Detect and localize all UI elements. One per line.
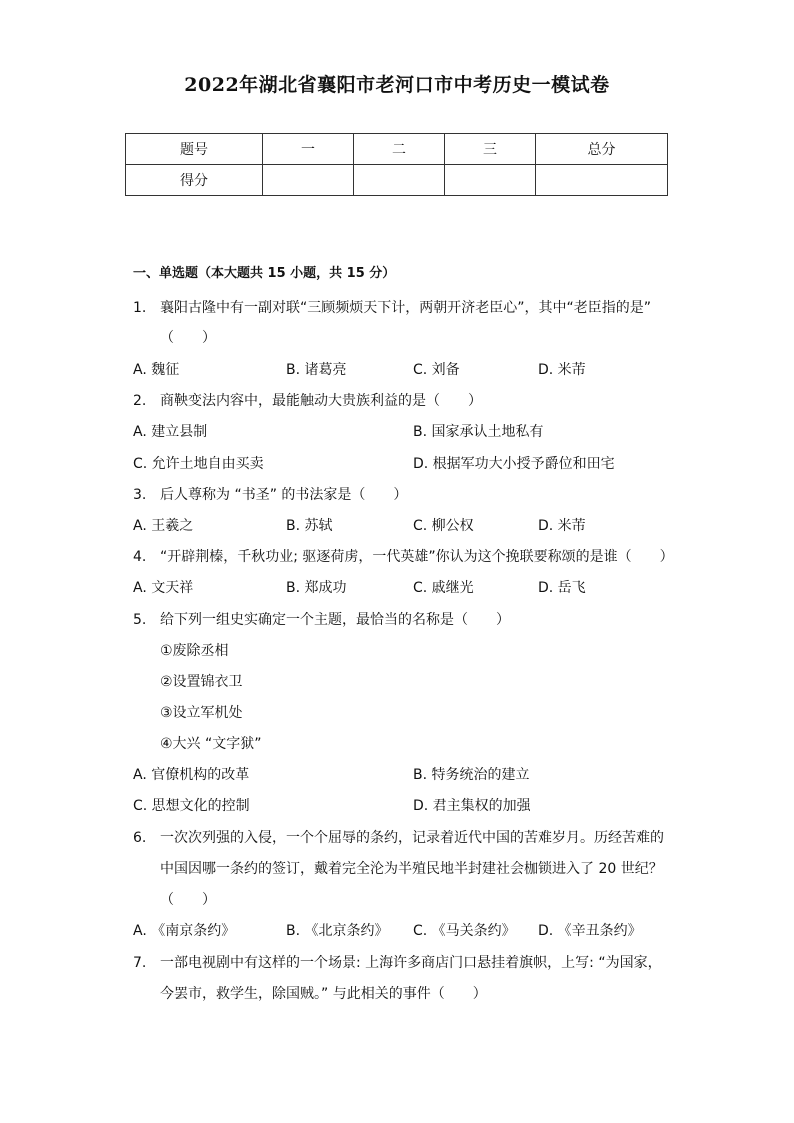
score-table-score-row bbox=[126, 165, 668, 196]
question-number: 2. bbox=[133, 393, 147, 409]
score-table-header-row bbox=[126, 134, 668, 165]
list-item: ①废除丞相 bbox=[160, 643, 229, 659]
question-text: 后人尊称为 “书圣” 的书法家是（ ） bbox=[160, 487, 408, 503]
table-cell bbox=[536, 165, 668, 196]
question-number: 4. bbox=[133, 549, 147, 565]
option-b: B. 特务统治的建立 bbox=[413, 767, 530, 783]
option-a: A. 官僚机构的改革 bbox=[133, 767, 250, 783]
table-cell: 总分 bbox=[536, 134, 668, 165]
option-b: B. 国家承认土地私有 bbox=[413, 424, 544, 440]
list-item: ③设立军机处 bbox=[160, 705, 243, 721]
option-b: B. 《北京条约》 bbox=[286, 923, 389, 939]
option-a: A. 魏征 bbox=[133, 362, 180, 378]
table-cell: 题号 bbox=[126, 134, 263, 165]
table-cell: 二 bbox=[354, 134, 445, 165]
option-d: D. 君主集权的加强 bbox=[413, 798, 531, 814]
option-c: C. 思想文化的控制 bbox=[133, 798, 250, 814]
list-item: ④大兴 “文字狱” bbox=[160, 736, 262, 752]
option-d: D. 米芾 bbox=[538, 362, 586, 378]
table-cell: 三 bbox=[445, 134, 536, 165]
option-b: B. 苏轼 bbox=[286, 518, 333, 534]
option-c: C. 《马关条约》 bbox=[413, 923, 516, 939]
table-cell bbox=[354, 165, 445, 196]
option-c: C. 戚继光 bbox=[413, 580, 474, 596]
table-cell bbox=[445, 165, 536, 196]
question-text: 中国因哪一条约的签订，戴着完全沦为半殖民地半封建社会枷锁进入了 20 世纪？ bbox=[160, 861, 663, 877]
question-text: 今罢市，救学生，除国贼。” 与此相关的事件（ ） bbox=[160, 986, 487, 1002]
option-a: A. 《南京条约》 bbox=[133, 923, 236, 939]
question-number: 1. bbox=[133, 300, 147, 316]
question-text: （ ） bbox=[160, 892, 216, 908]
option-d: D. 岳飞 bbox=[538, 580, 586, 596]
question-text: 襄阳古隆中有一副对联“三顾频烦天下计，两朝开济老臣心”，其中“老臣指的是” bbox=[160, 300, 652, 316]
option-a: A. 王羲之 bbox=[133, 518, 194, 534]
table-cell: 一 bbox=[263, 134, 354, 165]
list-item: ②设置锦衣卫 bbox=[160, 674, 243, 690]
option-a: A. 建立县制 bbox=[133, 424, 208, 440]
option-c: C. 刘备 bbox=[413, 362, 460, 378]
option-c: C. 允许土地自由买卖 bbox=[133, 456, 264, 472]
question-text: 商鞅变法内容中，最能触动大贵族利益的是（ ） bbox=[160, 393, 482, 409]
question-text: （ ） bbox=[160, 330, 216, 346]
option-b: B. 郑成功 bbox=[286, 580, 347, 596]
section-heading: 一、单选题（本大题共 15 小题，共 15 分） bbox=[133, 266, 396, 281]
option-d: D. 根据军功大小授予爵位和田宅 bbox=[413, 456, 615, 472]
option-d: D. 米芾 bbox=[538, 518, 586, 534]
question-number: 7. bbox=[133, 955, 147, 971]
question-text: 一次次列强的入侵，一个个屈辱的条约，记录着近代中国的苦难岁月。历经苦难的 bbox=[160, 830, 664, 846]
question-text: “开辟荆榛，千秋功业; 驱逐荷虏，一代英雄”你认为这个挽联要称颂的是谁（ ） bbox=[160, 549, 674, 565]
table-cell: 得分 bbox=[126, 165, 263, 196]
option-b: B. 诸葛亮 bbox=[286, 362, 347, 378]
question-number: 6. bbox=[133, 830, 147, 846]
option-a: A. 文天祥 bbox=[133, 580, 194, 596]
question-text: 一部电视剧中有这样的一个场景: 上海许多商店门口悬挂着旗帜，上写: “为国家， bbox=[160, 955, 662, 971]
question-number: 5. bbox=[133, 612, 147, 628]
table-cell bbox=[263, 165, 354, 196]
question-number: 3. bbox=[133, 487, 147, 503]
option-d: D. 《辛丑条约》 bbox=[538, 923, 642, 939]
score-table bbox=[125, 133, 668, 196]
question-text: 给下列一组史实确定一个主题，最恰当的名称是（ ） bbox=[160, 612, 510, 628]
option-c: C. 柳公权 bbox=[413, 518, 474, 534]
page-title: 2022年湖北省襄阳市老河口市中考历史一模试卷 bbox=[184, 74, 610, 96]
